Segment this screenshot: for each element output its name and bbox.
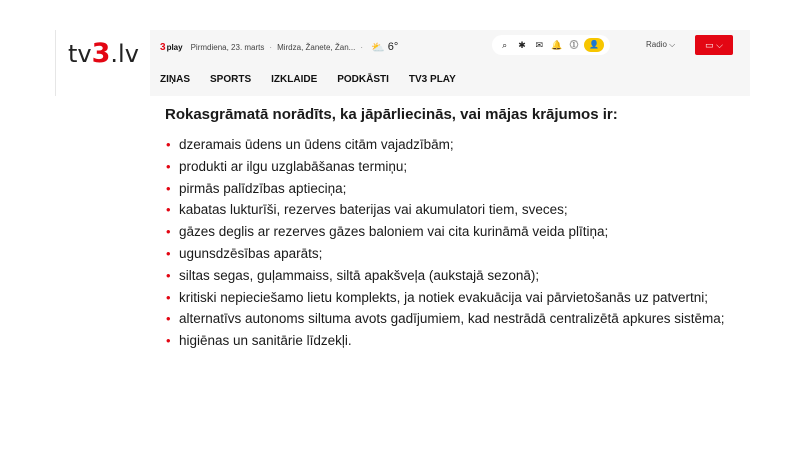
list-item-text: dzeramais ūdens un ūdens citām vajadzībām; <box>179 137 454 152</box>
logo-suffix: .lv <box>110 40 139 68</box>
icon-toolbar <box>492 35 610 55</box>
bullet-icon: • <box>166 137 171 152</box>
list-item <box>165 330 765 352</box>
list-item <box>165 308 765 330</box>
bullet-icon: • <box>166 158 171 174</box>
bullet-icon: • <box>166 202 171 218</box>
nav-podkasti[interactable]: PODKĀSTI <box>337 74 389 85</box>
list-item-text: ugunsdzēsības aparāts; <box>179 245 323 261</box>
site-logo[interactable] <box>68 38 148 78</box>
bullet-icon: • <box>166 311 171 327</box>
list-item <box>165 221 765 243</box>
mail-icon[interactable]: ✉ <box>535 40 544 50</box>
list-item <box>165 287 765 309</box>
article-body <box>165 106 765 352</box>
tv3play-label: play <box>166 42 183 52</box>
bullet-icon: • <box>166 245 171 261</box>
list-item <box>165 134 765 156</box>
list-item-text: gāzes deglis ar rezerves gāzes baloniem vai cita kurināmā veida plītiņa; <box>179 224 609 240</box>
nav-sports[interactable]: SPORTS <box>210 74 252 85</box>
list-item-text: kritiski nepieciešamo lietu komplekts, ja notiek evakuācija vai pārvietošanās uz patvertni; <box>179 289 709 305</box>
bullet-icon: • <box>166 289 171 305</box>
list-item <box>165 265 765 287</box>
namedays-text[interactable]: Mirdza, Žanete, Žan... <box>277 42 356 52</box>
accessibility-icon[interactable]: ⓵ <box>569 40 579 50</box>
nav-tv3play[interactable]: TV3 PLAY <box>408 74 456 85</box>
bullet-icon: • <box>166 180 171 196</box>
list-item-text: siltas segas, guļammaiss, siltā apakšveļa (aukstajā sezonā); <box>179 267 540 283</box>
user-icon[interactable]: 👤 <box>584 38 604 52</box>
tv-dropdown-button[interactable]: ▭ ⌵ <box>695 35 733 55</box>
search-icon[interactable]: ⌕ <box>502 40 508 50</box>
article-heading: Rokasgrāmatā norādīts, ka jāpārliecinās, vai mājas krājumos ir: <box>165 106 618 123</box>
temperature-text: 6° <box>387 41 399 53</box>
separator-1: · <box>269 42 273 52</box>
site-header <box>150 30 750 96</box>
radio-dropdown[interactable]: Radio ⌵ <box>646 40 676 49</box>
settings-icon[interactable]: ✱ <box>518 40 526 50</box>
list-item <box>165 178 765 200</box>
bullet-icon: • <box>166 333 171 349</box>
tv3play-digit: 3 <box>160 41 166 53</box>
logo-digit: 3 <box>91 38 111 69</box>
nav-izklaide[interactable]: IZKLAIDE <box>271 74 318 85</box>
left-divider <box>55 30 56 96</box>
weather-widget[interactable] <box>371 41 398 54</box>
partly-cloudy-icon: ⛅ <box>371 41 385 54</box>
list-item-text: higiēnas un sanitārie līdzekļi. <box>179 333 352 349</box>
date-text: Pirmdiena, 23. marts <box>190 42 265 52</box>
main-nav <box>160 74 476 85</box>
list-item-text: produkti ar ilgu uzglabāšanas termiņu; <box>179 158 408 174</box>
list-item <box>165 199 765 221</box>
logo-prefix: tv <box>68 40 92 68</box>
bell-icon[interactable]: 🔔 <box>551 40 563 50</box>
nav-zinas[interactable]: ZIŅAS <box>160 74 190 85</box>
tv3play-link[interactable] <box>160 42 183 53</box>
list-item-text: kabatas lukturīši, rezerves baterijas vai akumulatori tiem, sveces; <box>179 202 568 218</box>
list-item <box>165 156 765 178</box>
bullet-icon: • <box>166 224 171 240</box>
bullet-icon: • <box>166 267 171 283</box>
separator-2: · <box>360 42 363 52</box>
supplies-list <box>165 134 765 352</box>
list-item-text: pirmās palīdzības aptieciņa; <box>179 180 347 196</box>
list-item <box>165 243 765 265</box>
list-item-text: alternatīvs autonoms siltuma avots gadījumiem, kad nestrādā centralizētā apkures sistēma; <box>179 311 725 327</box>
